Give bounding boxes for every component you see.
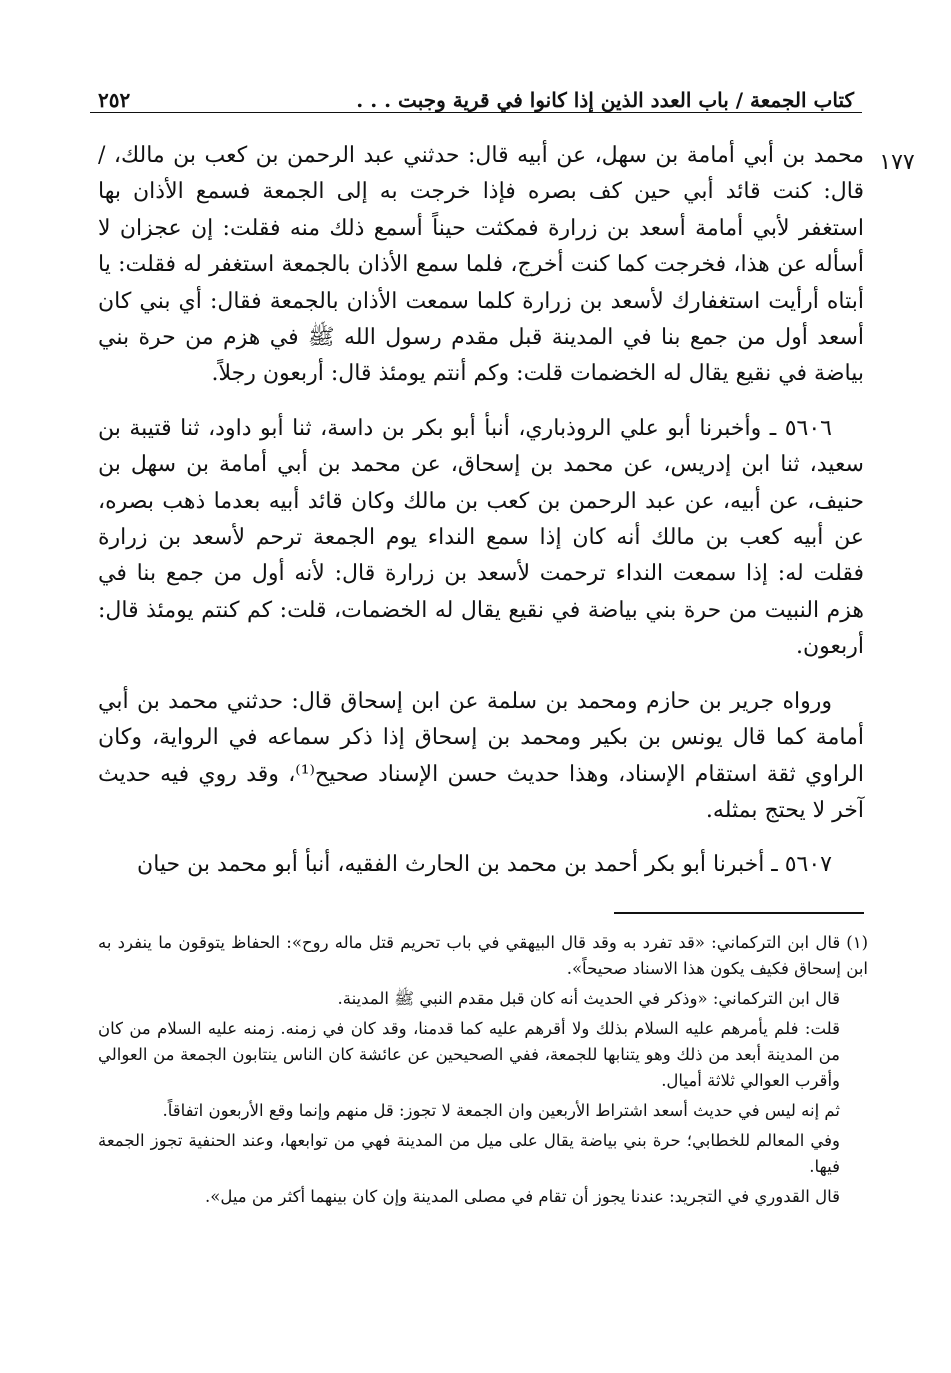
footnote-separator: [614, 912, 864, 914]
footnote-line: قلت: فلم يأمرهم عليه السلام بذلك ولا أقرهم عليه كما قدمنا، وقد كان في زمنه. زمنه عليه السلام من كان من المدينة أبعد من ذلك وهو يتنابها للجمعة، ففي الصحيحين عن عائشة كان الناس ينتابون الجمعة من العوالي وأقرب العوالي ثلاثة أميال.: [98, 1019, 840, 1090]
paragraph: ورواه جرير بن حازم ومحمد بن سلمة عن ابن إسحاق قال: حدثني محمد بن أبي أمامة كما قال يونس بن بكير ومحمد بن إسحاق إذا ذكر سماعه في الرواية، وكان الراوي ثقة استقام الإسناد، وهذا حديث حسن الإسناد صحيح⁽¹⁾، وقد روي فيه حديث آخر لا يحتج بمثله.: [98, 688, 864, 823]
paragraph: ٥٦٠٧ ـ أخبرنا أبو بكر أحمد بن محمد بن الحارث الفقيه، أنبأ أبو محمد بن حيان: [137, 852, 832, 878]
main-text: [98, 138, 864, 902]
footnote-line: قال ابن التركماني: «وذكر في الحديث أنه كان قبل مقدم النبي ﷺ المدينة.: [337, 989, 840, 1008]
footnote-text: قال ابن التركماني: «قد تفرد به وقد قال البيهقي في باب تحريم قتل ماله روح»: الحفاظ يتوقون ما ينفرد به ابن إسحاق فكيف يكون هذا الاسناد صحيحاً».: [98, 933, 868, 978]
margin-volume-number: ١٧٧: [879, 150, 915, 175]
footnote-line: قال القدوري في التجريد: عندنا يجوز أن تقام في مصلى المدينة وإن كان بينهما أكثر من ميل».: [204, 1187, 840, 1206]
footnote: [98, 930, 868, 982]
page-number: ٢٥٢: [90, 88, 130, 112]
footnote-mark: (١): [846, 933, 868, 952]
page-header: [90, 78, 862, 113]
footnote-line: ثم إنه ليس في حديث أسعد اشتراط الأربعين وان الجمعة لا تجوز: قل منهم وإنما وقع الأربعون اتفاقاً.: [162, 1101, 840, 1120]
footnotes: [98, 930, 868, 1214]
running-title: كتاب الجمعة / باب العدد الذين إذا كانوا في قرية وجبت . . .: [356, 88, 862, 112]
paragraph: محمد بن أبي أمامة بن سهل، عن أبيه قال: حدثني عبد الرحمن بن كعب بن مالك، / قال: كنت قائد أبي حين كف بصره فإذا خرجت به إلى الجمعة فسمع الأذان بها استغفر لأبي أمامة أسعد بن زرارة فمكثت حيناً أسمع ذلك منه فقلت: إن عجزان لا أسأله عن هذا، فخرجت كما كنت أخرج، فلما سمع الأذان بالجمعة استغفر له فقلت: يا أبتاه أرأيت استغفارك لأسعد بن زرارة كلما سمعت الأذان بالجمعة فقال: أي بني كان أسعد أول من جمع بنا في المدينة قبل مقدم رسول الله ﷺ في هزم من حرة بني بياضة في نقيع يقال له الخضمات قلت: وكم أنتم يومئذ قال: أربعون رجلاً.: [98, 143, 864, 387]
paragraph: ٥٦٠٦ ـ وأخبرنا أبو علي الروذباري، أنبأ أبو بكر بن داسة، ثنا أبو داود، ثنا قتيبة بن سعيد، ثنا ابن إدريس، عن محمد بن إسحاق، عن محمد بن أبي أمامة بن سهل بن حنيف، عن أبيه، عن عبد الرحمن بن كعب بن مالك وكان قائد أبيه بعدما ذهب بصره، عن أبيه كعب بن مالك أنه كان إذا سمع النداء يوم الجمعة ترحم لأسعد بن زرارة فقلت له: إذا سمعت النداء ترحمت لأسعد بن زرارة قال: لأنه أول من جمع بنا في هزم النبيت من حرة بني بياضة في نقيع يقال له الخضمات، قلت: كم كنتم يومئذ قال: أربعون.: [98, 415, 864, 660]
footnote-line: وفي المعالم للخطابي؛ حرة بني بياضة يقال على ميل من المدينة فهي من توابعها، وعند الحنفية تجوز الجمعة فيها.: [98, 1131, 840, 1176]
